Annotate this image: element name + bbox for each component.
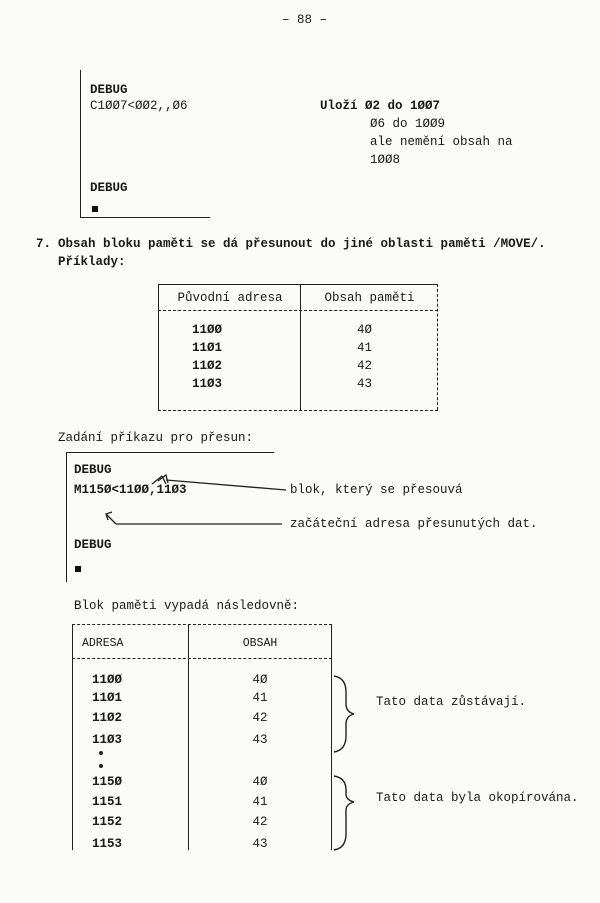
table-cell: 11Ø1: [92, 691, 123, 705]
brace-icon: [334, 676, 354, 752]
debug-label: DEBUG: [74, 463, 112, 477]
annotation-text: začáteční adresa přesunutých dat.: [290, 517, 538, 531]
note-text: Tato data byla okopírována.: [376, 791, 579, 805]
table-cell: 11Ø3: [92, 733, 123, 747]
table-cell: 1152: [92, 815, 123, 829]
table-cell: 41: [252, 691, 268, 705]
brace-icon: [334, 776, 354, 850]
section-text: Obsah bloku paměti se dá přesunout do jiné oblasti paměti /MOVE/.: [58, 237, 546, 251]
debug-command: M115Ø<11ØØ,11Ø3: [74, 483, 187, 497]
annotation-text: blok, který se přesouvá: [290, 483, 463, 497]
command-intro: Zadání příkazu pro přesun:: [58, 431, 254, 445]
table-cell: 11Ø3: [192, 377, 223, 391]
note-line: Ø6 do 1ØØ9: [370, 117, 446, 131]
table-header: Původní adresa: [177, 291, 283, 305]
examples-label: Příklady:: [58, 255, 126, 269]
table-header: ADRESA: [82, 637, 124, 650]
table-cell: 43: [356, 377, 372, 391]
table-cell: 11Ø2: [192, 359, 223, 373]
table-cell: 1153: [92, 837, 123, 851]
table-cell: 43: [252, 733, 268, 747]
note-line: ale nemění obsah na: [370, 135, 513, 149]
table-cell: 41: [356, 341, 372, 355]
table-cell: 11ØØ: [192, 323, 223, 337]
table-cell: 11Ø2: [92, 711, 123, 725]
table-cell: 42: [252, 815, 268, 829]
table-cell: 43: [252, 837, 268, 851]
table-cell: 42: [252, 711, 268, 725]
note-text: Tato data zůstávají.: [376, 695, 527, 709]
page-number: – 88 –: [282, 13, 328, 27]
debug-label: DEBUG: [90, 181, 128, 195]
table-cell: 1151: [92, 795, 123, 809]
table-cell: 4Ø: [252, 775, 268, 789]
note-line: Uloží Ø2 do 1ØØ7: [320, 99, 441, 113]
debug-label: DEBUG: [90, 83, 128, 97]
debug-command: C1ØØ7<ØØ2,,Ø6: [90, 99, 188, 113]
debug-label: DEBUG: [74, 538, 112, 552]
table-cell: 115Ø: [92, 775, 123, 789]
table-cell: 11ØØ: [92, 673, 123, 687]
table-cell: 41: [252, 795, 268, 809]
table-cell: 4Ø: [356, 323, 372, 337]
note-line: 1ØØ8: [370, 153, 401, 167]
table-header: Obsah paměti: [324, 291, 415, 305]
table-cell: 42: [356, 359, 372, 373]
table-cell: 11Ø1: [192, 341, 223, 355]
section-number: 7.: [36, 237, 52, 251]
table-cell: 4Ø: [252, 673, 268, 687]
block-intro: Blok paměti vypadá následovně:: [74, 599, 300, 613]
table-header: OBSAH: [242, 637, 278, 650]
